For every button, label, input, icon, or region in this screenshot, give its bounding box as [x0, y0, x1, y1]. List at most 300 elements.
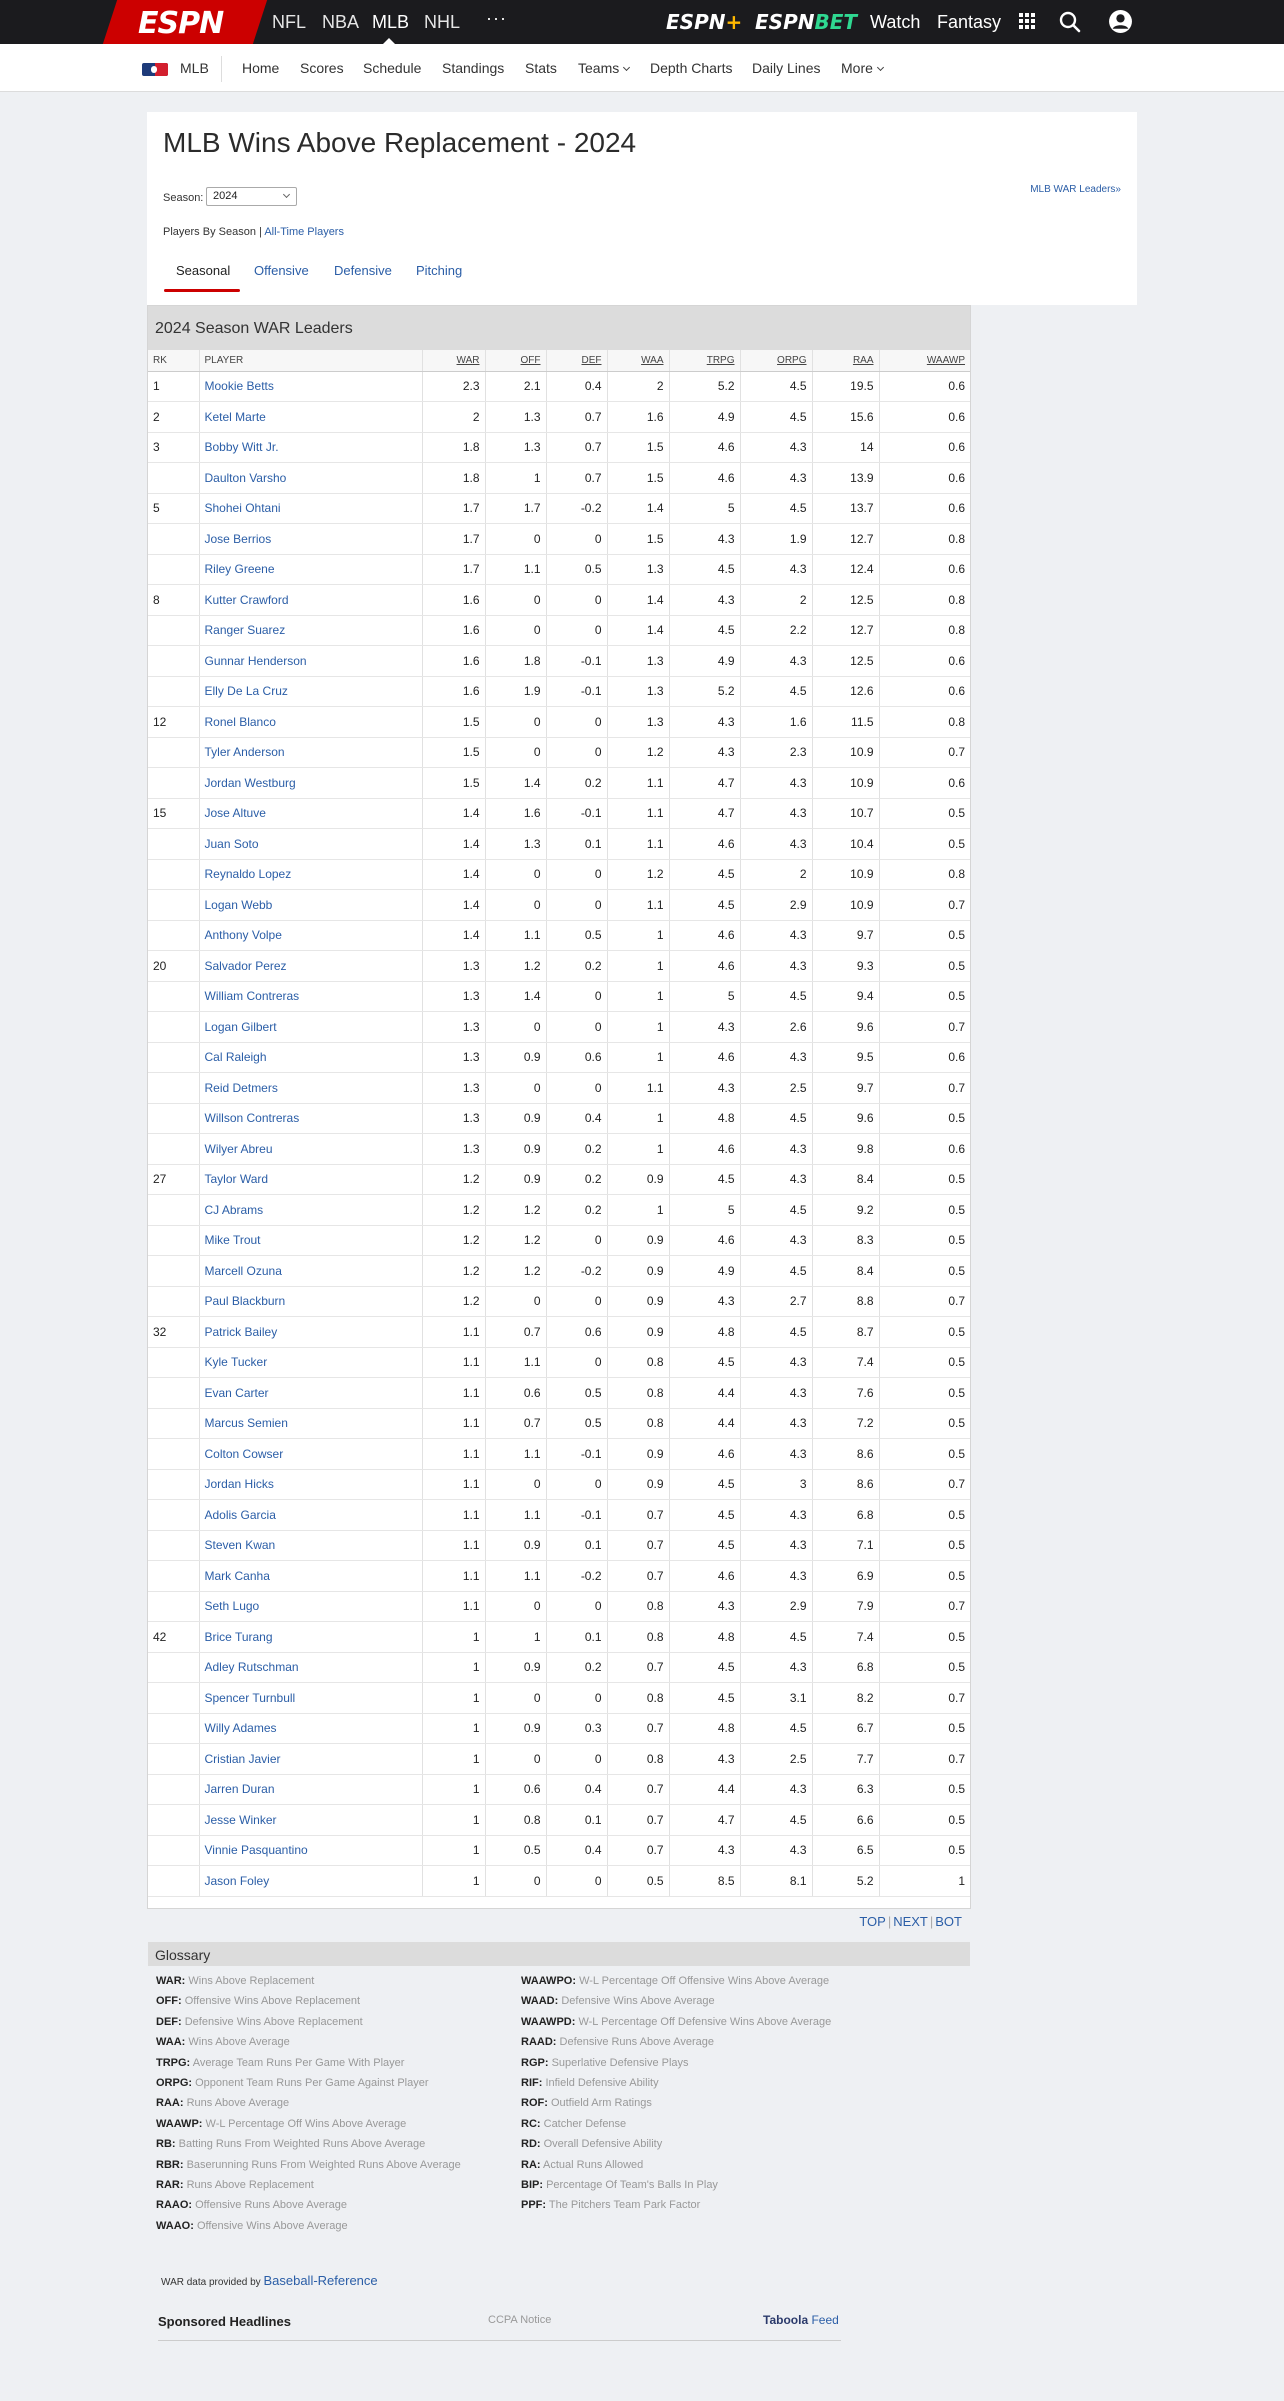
nav-mlb[interactable]: MLB — [372, 12, 410, 32]
player-link[interactable]: Brice Turang — [199, 1622, 422, 1653]
cell-raa: 8.4 — [812, 1164, 879, 1195]
cell-def: 0 — [546, 1591, 607, 1622]
glossary-term: RD: — [521, 2138, 541, 2151]
search-icon[interactable] — [1058, 10, 1082, 34]
espn-bet-wordmark: ESPN — [755, 10, 815, 34]
cell-orpg: 2 — [740, 585, 812, 616]
baseball-reference-link[interactable]: Baseball-Reference — [263, 2273, 378, 2288]
glossary-term: ROF: — [521, 2097, 548, 2110]
glossary-right-column — [521, 1975, 831, 2220]
player-link[interactable]: Evan Carter — [199, 1378, 422, 1409]
cell-waa: 0.9 — [607, 1256, 669, 1287]
cell-def: 0.7 — [546, 432, 607, 463]
nav-nba[interactable]: NBA — [322, 12, 360, 32]
cell-war: 1.4 — [422, 920, 485, 951]
player-link[interactable]: Mookie Betts — [199, 371, 422, 402]
table-row — [148, 1256, 970, 1287]
tab-defensive[interactable]: Defensive — [334, 263, 392, 278]
cell-rank — [148, 1286, 199, 1317]
cell-waa: 0.8 — [607, 1378, 669, 1409]
player-link[interactable]: Cal Raleigh — [199, 1042, 422, 1073]
subnav-mlb-label[interactable]: MLB — [180, 60, 209, 76]
cell-off: 0 — [485, 1469, 546, 1500]
table-row — [148, 1774, 970, 1805]
column-header-orpg[interactable]: ORPG — [740, 350, 812, 371]
cell-trpg: 4.8 — [669, 1317, 740, 1348]
glossary-definition: W-L Percentage Off Defensive Wins Above Average — [578, 2015, 832, 2028]
cell-waawp: 0.6 — [879, 432, 970, 463]
cell-war: 1 — [422, 1652, 485, 1683]
espn-logo[interactable]: ESPN — [138, 6, 224, 41]
cell-war: 1.4 — [422, 829, 485, 860]
cell-def: 0.5 — [546, 920, 607, 951]
glossary-term: RGP: — [521, 2056, 549, 2069]
ccpa-notice-link[interactable]: CCPA Notice — [488, 2314, 552, 2326]
cell-rank: 2 — [148, 402, 199, 433]
cell-def: 0 — [546, 859, 607, 890]
player-link[interactable]: Tyler Anderson — [199, 737, 422, 768]
cell-war: 1.2 — [422, 1286, 485, 1317]
column-header-trpg[interactable]: TRPG — [669, 350, 740, 371]
player-link[interactable]: Jordan Hicks — [199, 1469, 422, 1500]
table-row — [148, 920, 970, 951]
cell-trpg: 4.5 — [669, 859, 740, 890]
cell-war: 1.3 — [422, 1042, 485, 1073]
cell-trpg: 4.3 — [669, 1012, 740, 1043]
player-link[interactable]: William Contreras — [199, 981, 422, 1012]
cell-war: 1.6 — [422, 585, 485, 616]
glossary-item — [521, 2138, 831, 2158]
cell-trpg: 8.5 — [669, 1866, 740, 1897]
table-row — [148, 951, 970, 982]
player-link[interactable]: Bobby Witt Jr. — [199, 432, 422, 463]
cell-waawp: 0.8 — [879, 524, 970, 555]
cell-waawp: 0.6 — [879, 554, 970, 585]
player-link[interactable]: Gunnar Henderson — [199, 646, 422, 677]
player-link[interactable]: Mark Canha — [199, 1561, 422, 1592]
credit-prefix: WAR data provided by — [161, 2277, 261, 2288]
cell-off: 0 — [485, 1744, 546, 1775]
cell-rank: 32 — [148, 1317, 199, 1348]
cell-war: 1 — [422, 1805, 485, 1836]
cell-war: 1.6 — [422, 676, 485, 707]
player-link[interactable]: Salvador Perez — [199, 951, 422, 982]
cell-orpg: 4.3 — [740, 646, 812, 677]
cell-waa: 1.1 — [607, 768, 669, 799]
cell-orpg: 4.3 — [740, 1347, 812, 1378]
cell-trpg: 4.8 — [669, 1713, 740, 1744]
player-link[interactable]: Colton Cowser — [199, 1439, 422, 1470]
cell-waawp: 0.7 — [879, 890, 970, 921]
table-row — [148, 1530, 970, 1561]
cell-trpg: 4.3 — [669, 1835, 740, 1866]
cell-war: 1.3 — [422, 1103, 485, 1134]
glossary-title: Glossary — [148, 1942, 970, 1966]
glossary-definition: Offensive Runs Above Average — [195, 2199, 347, 2212]
cell-orpg: 4.5 — [740, 1103, 812, 1134]
cell-war: 1.5 — [422, 707, 485, 738]
cell-raa: 8.7 — [812, 1317, 879, 1348]
glossary-definition: Offensive Wins Above Replacement — [184, 1995, 361, 2008]
cell-rank — [148, 676, 199, 707]
cell-waawp: 0.5 — [879, 1561, 970, 1592]
subnav-teams[interactable] — [578, 60, 629, 76]
cell-rank: 15 — [148, 798, 199, 829]
cell-off: 0.9 — [485, 1103, 546, 1134]
next-link[interactable]: NEXT — [893, 1914, 928, 1929]
cell-orpg: 4.5 — [740, 676, 812, 707]
glossary-left-column — [156, 1975, 461, 2240]
nav-nfl[interactable]: NFL — [272, 12, 307, 32]
cell-trpg: 4.5 — [669, 1683, 740, 1714]
player-link[interactable]: Marcus Semien — [199, 1408, 422, 1439]
cell-waawp: 1 — [879, 1866, 970, 1897]
cell-trpg: 4.7 — [669, 1805, 740, 1836]
cell-waa: 0.8 — [607, 1622, 669, 1653]
cell-trpg: 4.5 — [669, 1469, 740, 1500]
cell-def: 0.6 — [546, 1042, 607, 1073]
cell-war: 1 — [422, 1744, 485, 1775]
cell-waa: 1.5 — [607, 463, 669, 494]
glossary-definition: The Pitchers Team Park Factor — [548, 2199, 701, 2212]
cell-waa: 0.7 — [607, 1561, 669, 1592]
cell-war: 1 — [422, 1774, 485, 1805]
player-link[interactable]: Logan Gilbert — [199, 1012, 422, 1043]
cell-raa: 8.3 — [812, 1225, 879, 1256]
cell-def: 0 — [546, 1073, 607, 1104]
glossary-term: WAA: — [156, 2036, 186, 2049]
player-link[interactable]: Willson Contreras — [199, 1103, 422, 1134]
cell-off: 0.9 — [485, 1134, 546, 1165]
table-row — [148, 890, 970, 921]
player-link[interactable]: Marcell Ozuna — [199, 1256, 422, 1287]
bottom-link[interactable]: BOT — [935, 1914, 962, 1929]
column-header-rank: RK — [148, 350, 199, 371]
cell-rank — [148, 981, 199, 1012]
player-link[interactable]: Steven Kwan — [199, 1530, 422, 1561]
cell-orpg: 4.5 — [740, 1195, 812, 1226]
cell-def: -0.1 — [546, 1500, 607, 1531]
player-link[interactable]: Paul Blackburn — [199, 1286, 422, 1317]
column-header-waawp[interactable]: WAAWP — [879, 350, 970, 371]
cell-rank — [148, 1195, 199, 1226]
player-link[interactable]: Adolis Garcia — [199, 1500, 422, 1531]
cell-rank — [148, 1652, 199, 1683]
watch-link[interactable]: Watch — [870, 12, 921, 32]
cell-raa: 8.2 — [812, 1683, 879, 1714]
player-link[interactable]: Jose Berrios — [199, 524, 422, 555]
subnav-more[interactable] — [841, 60, 883, 76]
cell-waawp: 0.5 — [879, 1317, 970, 1348]
cell-war: 1.4 — [422, 798, 485, 829]
cell-war: 1.7 — [422, 493, 485, 524]
fantasy-link[interactable]: Fantasy — [937, 12, 1002, 32]
cell-orpg: 4.3 — [740, 1835, 812, 1866]
cell-trpg: 4.7 — [669, 798, 740, 829]
chevron-down-icon — [283, 191, 290, 198]
cell-trpg: 4.4 — [669, 1378, 740, 1409]
cell-def: 0 — [546, 524, 607, 555]
cell-trpg: 4.3 — [669, 524, 740, 555]
player-link[interactable]: Riley Greene — [199, 554, 422, 585]
table-row — [148, 402, 970, 433]
active-tab-indicator — [164, 289, 240, 292]
cell-def: 0.1 — [546, 1805, 607, 1836]
subnav-scores[interactable]: Scores — [300, 60, 344, 76]
cell-trpg: 4.5 — [669, 1500, 740, 1531]
player-link[interactable]: Juan Soto — [199, 829, 422, 860]
player-link[interactable]: Jason Foley — [199, 1866, 422, 1897]
subnav-depth-charts[interactable]: Depth Charts — [650, 60, 733, 76]
data-credit — [161, 2273, 378, 2288]
cell-trpg: 4.9 — [669, 402, 740, 433]
apps-grid-icon[interactable] — [1019, 13, 1035, 29]
glossary-item — [156, 2077, 461, 2097]
glossary-definition: Percentage Of Team's Balls In Play — [546, 2178, 718, 2191]
cell-trpg: 4.4 — [669, 1774, 740, 1805]
cell-orpg: 4.5 — [740, 371, 812, 402]
glossary-term: WAAWPD: — [521, 2015, 576, 2028]
more-sports-button[interactable]: ··· — [486, 8, 507, 28]
espn-plus-wordmark: ESPN — [666, 10, 726, 34]
cell-waawp: 0.5 — [879, 1500, 970, 1531]
column-header-raa[interactable]: RAA — [812, 350, 879, 371]
cell-waawp: 0.5 — [879, 1195, 970, 1226]
player-link[interactable]: Patrick Bailey — [199, 1317, 422, 1348]
tab-seasonal[interactable]: Seasonal — [176, 263, 231, 278]
glossary-definition: Baserunning Runs From Weighted Runs Above Average — [186, 2158, 461, 2171]
cell-raa: 9.6 — [812, 1012, 879, 1043]
table-row — [148, 646, 970, 677]
cell-raa: 7.7 — [812, 1744, 879, 1775]
cell-def: 0.1 — [546, 829, 607, 860]
cell-trpg: 4.6 — [669, 1561, 740, 1592]
player-link[interactable]: Spencer Turnbull — [199, 1683, 422, 1714]
glossary-item — [521, 2016, 831, 2036]
espn-plus-link[interactable] — [666, 10, 742, 34]
cell-trpg: 4.5 — [669, 1164, 740, 1195]
cell-orpg: 2.6 — [740, 1012, 812, 1043]
cell-rank — [148, 768, 199, 799]
glossary-definition: W-L Percentage Off Offensive Wins Above Average — [579, 1975, 830, 1987]
cell-trpg: 4.6 — [669, 1225, 740, 1256]
top-navigation — [0, 0, 1284, 44]
cell-waa: 1 — [607, 1134, 669, 1165]
cell-orpg: 4.3 — [740, 951, 812, 982]
column-header-player: PLAYER — [199, 350, 422, 371]
cell-waa: 1.4 — [607, 585, 669, 616]
table-header-row — [148, 350, 970, 371]
cell-waawp: 0.5 — [879, 1622, 970, 1653]
glossary-definition: Superlative Defensive Plays — [551, 2056, 689, 2069]
taboola-feed-link[interactable] — [763, 2313, 839, 2327]
glossary-definition: Runs Above Replacement — [186, 2178, 314, 2191]
player-link[interactable]: Ketel Marte — [199, 402, 422, 433]
cell-rank — [148, 1439, 199, 1470]
table-row — [148, 1652, 970, 1683]
cell-orpg: 4.3 — [740, 1378, 812, 1409]
cell-war: 1.1 — [422, 1500, 485, 1531]
table-row — [148, 1866, 970, 1897]
player-link[interactable]: Ranger Suarez — [199, 615, 422, 646]
cell-off: 0.7 — [485, 1408, 546, 1439]
column-header-off[interactable]: OFF — [485, 350, 546, 371]
cell-off: 0.7 — [485, 1317, 546, 1348]
cell-off: 1.7 — [485, 493, 546, 524]
player-link[interactable]: Ronel Blanco — [199, 707, 422, 738]
subnav-standings[interactable]: Standings — [442, 60, 505, 76]
cell-raa: 6.8 — [812, 1652, 879, 1683]
cell-war: 1.3 — [422, 1012, 485, 1043]
cell-def: 0 — [546, 1744, 607, 1775]
cell-raa: 19.5 — [812, 371, 879, 402]
cell-def: 0 — [546, 737, 607, 768]
player-link[interactable]: Logan Webb — [199, 890, 422, 921]
sponsored-headlines-title: Sponsored Headlines — [158, 2314, 291, 2329]
player-link[interactable]: Mike Trout — [199, 1225, 422, 1256]
player-link[interactable]: Jose Altuve — [199, 798, 422, 829]
cell-raa: 10.9 — [812, 737, 879, 768]
player-link[interactable]: Cristian Javier — [199, 1744, 422, 1775]
player-link[interactable]: Jesse Winker — [199, 1805, 422, 1836]
cell-waawp: 0.7 — [879, 1012, 970, 1043]
player-link[interactable]: Taylor Ward — [199, 1164, 422, 1195]
cell-raa: 10.9 — [812, 890, 879, 921]
cell-war: 1.1 — [422, 1561, 485, 1592]
player-link[interactable]: Jarren Duran — [199, 1774, 422, 1805]
cell-orpg: 1.9 — [740, 524, 812, 555]
chevron-down-icon — [877, 64, 884, 71]
cell-rank — [148, 1713, 199, 1744]
player-link[interactable]: Reynaldo Lopez — [199, 859, 422, 890]
cell-rank — [148, 1774, 199, 1805]
cell-rank: 27 — [148, 1164, 199, 1195]
cell-def: 0.4 — [546, 1103, 607, 1134]
cell-raa: 6.9 — [812, 1561, 879, 1592]
cell-def: 0 — [546, 1347, 607, 1378]
cell-def: -0.2 — [546, 1561, 607, 1592]
glossary-item — [521, 2199, 831, 2219]
glossary-item — [521, 2159, 831, 2179]
table-row — [148, 554, 970, 585]
subnav-schedule[interactable]: Schedule — [363, 60, 422, 76]
player-link[interactable]: Seth Lugo — [199, 1591, 422, 1622]
cell-waa: 0.9 — [607, 1317, 669, 1348]
cell-orpg: 4.3 — [740, 1530, 812, 1561]
cell-raa: 8.8 — [812, 1286, 879, 1317]
player-link[interactable]: Adley Rutschman — [199, 1652, 422, 1683]
glossary-item — [156, 1975, 461, 1995]
cell-trpg: 4.3 — [669, 707, 740, 738]
cell-rank — [148, 859, 199, 890]
glossary-term: WAAD: — [521, 1995, 559, 2008]
glossary-definition: W-L Percentage Off Wins Above Average — [205, 2117, 407, 2130]
cell-orpg: 2.7 — [740, 1286, 812, 1317]
glossary-term: RA: — [521, 2158, 541, 2171]
season-select[interactable] — [206, 187, 297, 206]
glossary-term: RIF: — [521, 2076, 543, 2089]
war-leaders-link[interactable]: MLB WAR Leaders» — [1030, 184, 1121, 195]
cell-off: 0.6 — [485, 1774, 546, 1805]
cell-rank: 12 — [148, 707, 199, 738]
player-link[interactable]: Kyle Tucker — [199, 1347, 422, 1378]
cell-waa: 0.8 — [607, 1744, 669, 1775]
player-link[interactable]: Jordan Westburg — [199, 768, 422, 799]
cell-rank — [148, 1073, 199, 1104]
player-link[interactable]: Vinnie Pasquantino — [199, 1835, 422, 1866]
cell-raa: 7.2 — [812, 1408, 879, 1439]
cell-rank — [148, 1225, 199, 1256]
all-time-players-link[interactable]: All-Time Players — [264, 226, 344, 238]
player-link[interactable]: CJ Abrams — [199, 1195, 422, 1226]
player-link[interactable]: Willy Adames — [199, 1713, 422, 1744]
cell-def: 0.2 — [546, 1134, 607, 1165]
subnav-home[interactable]: Home — [242, 60, 280, 76]
tab-pitching[interactable]: Pitching — [416, 263, 463, 278]
cell-orpg: 3.1 — [740, 1683, 812, 1714]
cell-waawp: 0.5 — [879, 1225, 970, 1256]
table-row — [148, 737, 970, 768]
cell-trpg: 4.5 — [669, 1347, 740, 1378]
espn-bet-label: BET — [814, 10, 858, 34]
cell-off: 1.3 — [485, 402, 546, 433]
column-header-war[interactable]: WAR — [422, 350, 485, 371]
nav-nhl[interactable]: NHL — [424, 12, 461, 32]
glossary-term: WAR: — [156, 1975, 186, 1987]
cell-raa: 8.6 — [812, 1469, 879, 1500]
player-link[interactable]: Elly De La Cruz — [199, 676, 422, 707]
cell-war: 1.8 — [422, 463, 485, 494]
player-link[interactable]: Wilyer Abreu — [199, 1134, 422, 1165]
cell-waawp: 0.5 — [879, 798, 970, 829]
cell-def: 0.6 — [546, 1317, 607, 1348]
player-link[interactable]: Kutter Crawford — [199, 585, 422, 616]
cell-off: 0.9 — [485, 1530, 546, 1561]
column-header-waa[interactable]: WAA — [607, 350, 669, 371]
column-header-def[interactable]: DEF — [546, 350, 607, 371]
cell-waa: 0.7 — [607, 1835, 669, 1866]
subnav-stats[interactable]: Stats — [525, 60, 557, 76]
table-row — [148, 768, 970, 799]
table-row — [148, 585, 970, 616]
cell-orpg: 4.3 — [740, 1042, 812, 1073]
cell-trpg: 4.3 — [669, 1073, 740, 1104]
cell-waawp: 0.7 — [879, 1073, 970, 1104]
top-link[interactable]: TOP — [859, 1914, 886, 1929]
cell-waa: 0.8 — [607, 1683, 669, 1714]
cell-rank — [148, 920, 199, 951]
cell-raa: 12.7 — [812, 524, 879, 555]
cell-trpg: 4.8 — [669, 1103, 740, 1134]
cell-trpg: 4.5 — [669, 1530, 740, 1561]
table-row — [148, 798, 970, 829]
page-header-card — [147, 112, 1137, 305]
cell-waa: 1.1 — [607, 798, 669, 829]
cell-orpg: 4.3 — [740, 920, 812, 951]
espn-bet-link[interactable] — [755, 10, 857, 34]
player-link[interactable]: Anthony Volpe — [199, 920, 422, 951]
subnav-daily-lines[interactable]: Daily Lines — [752, 60, 821, 76]
tab-offensive[interactable]: Offensive — [254, 263, 309, 278]
cell-war: 1.6 — [422, 646, 485, 677]
user-account-icon[interactable] — [1108, 9, 1133, 34]
table-row — [148, 1683, 970, 1714]
sponsored-divider — [158, 2340, 841, 2341]
player-link[interactable]: Shohei Ohtani — [199, 493, 422, 524]
cell-rank: 8 — [148, 585, 199, 616]
player-link[interactable]: Reid Detmers — [199, 1073, 422, 1104]
player-link[interactable]: Daulton Varsho — [199, 463, 422, 494]
